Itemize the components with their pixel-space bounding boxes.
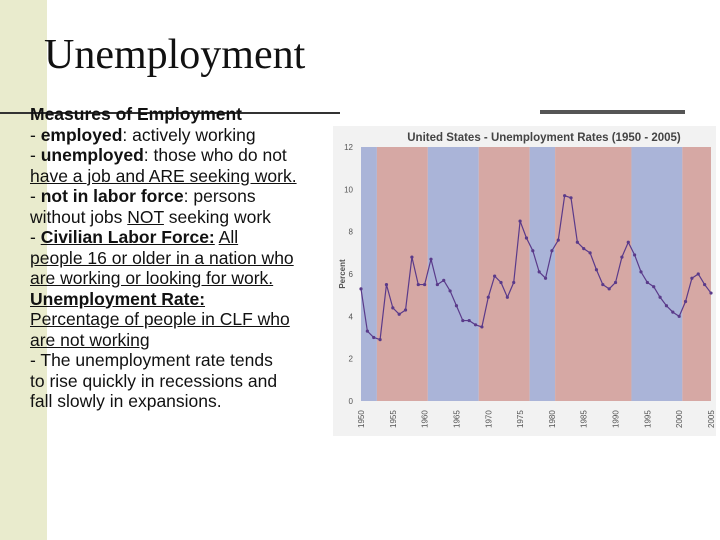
data-point bbox=[563, 194, 566, 197]
data-point bbox=[608, 287, 611, 290]
data-point bbox=[595, 268, 598, 271]
data-point bbox=[544, 277, 547, 280]
y-axis-label: Percent bbox=[338, 259, 347, 289]
data-point bbox=[410, 255, 413, 258]
data-point bbox=[658, 296, 661, 299]
data-point bbox=[620, 255, 623, 258]
data-point bbox=[639, 270, 642, 273]
x-tick-label: 1990 bbox=[611, 410, 621, 428]
data-point bbox=[404, 308, 407, 311]
def-clf-1: - Civilian Labor Force: All bbox=[30, 227, 239, 247]
x-tick-label: 1965 bbox=[452, 410, 462, 428]
y-tick-label: 12 bbox=[344, 143, 353, 152]
data-point bbox=[493, 275, 496, 278]
data-point bbox=[557, 239, 560, 242]
data-point bbox=[582, 247, 585, 250]
x-tick-label: 1975 bbox=[516, 410, 526, 428]
x-tick-label: 1985 bbox=[579, 410, 589, 428]
rate-def-2: are not working bbox=[30, 329, 150, 350]
data-point bbox=[518, 219, 521, 222]
rate-note-3: fall slowly in expansions. bbox=[30, 391, 222, 411]
data-point bbox=[601, 283, 604, 286]
party-band-democratic bbox=[530, 147, 555, 401]
def-clf-2: people 16 or older in a nation who bbox=[30, 247, 294, 268]
data-point bbox=[391, 306, 394, 309]
data-point bbox=[652, 285, 655, 288]
def-nilf-1: - not in labor force: persons bbox=[30, 186, 256, 206]
data-point bbox=[378, 338, 381, 341]
data-point bbox=[709, 291, 712, 294]
data-point bbox=[665, 304, 668, 307]
chart-svg bbox=[333, 126, 716, 436]
data-point bbox=[525, 236, 528, 239]
party-band-republican bbox=[479, 147, 530, 401]
x-tick-label: 2005 bbox=[707, 410, 716, 428]
data-point bbox=[417, 283, 420, 286]
data-point bbox=[474, 323, 477, 326]
data-point bbox=[576, 241, 579, 244]
chart-title: United States - Unemployment Rates (1950 - 2005) bbox=[407, 132, 681, 144]
data-point bbox=[398, 313, 401, 316]
bullet-heading: Unemployment Rate: bbox=[30, 288, 206, 309]
data-point bbox=[506, 296, 509, 299]
data-point bbox=[531, 249, 534, 252]
data-point bbox=[697, 272, 700, 275]
y-tick-label: 0 bbox=[348, 397, 353, 406]
data-point bbox=[678, 315, 681, 318]
party-band-democratic bbox=[631, 147, 682, 401]
def-unemployed-2: have a job and ARE seeking work. bbox=[30, 165, 297, 186]
data-point bbox=[423, 283, 426, 286]
data-point bbox=[684, 300, 687, 303]
data-point bbox=[569, 196, 572, 199]
data-point bbox=[436, 283, 439, 286]
data-point bbox=[588, 251, 591, 254]
slide-body bbox=[10, 104, 340, 412]
data-point bbox=[703, 283, 706, 286]
party-band-republican bbox=[555, 147, 631, 401]
data-point bbox=[690, 277, 693, 280]
y-tick-label: 6 bbox=[348, 270, 353, 279]
rate-note-1: - The unemployment rate tends bbox=[30, 350, 273, 370]
x-tick-label: 1950 bbox=[357, 410, 366, 428]
party-band-democratic bbox=[361, 147, 377, 401]
data-point bbox=[538, 270, 541, 273]
bullet-rate bbox=[10, 289, 340, 310]
party-band-republican bbox=[377, 147, 428, 401]
bullet-measures bbox=[10, 104, 340, 125]
x-tick-label: 1970 bbox=[484, 410, 494, 428]
def-employed: - employed: actively working bbox=[30, 124, 256, 145]
data-point bbox=[480, 325, 483, 328]
y-tick-label: 10 bbox=[344, 185, 353, 195]
rate-note-2: to rise quickly in recessions and bbox=[30, 370, 278, 391]
data-point bbox=[385, 283, 388, 286]
x-tick-label: 1995 bbox=[643, 410, 653, 428]
data-point bbox=[468, 319, 471, 322]
data-point bbox=[499, 281, 502, 284]
rate-def-1: Percentage of people in CLF who bbox=[30, 309, 290, 329]
party-band-democratic bbox=[428, 147, 479, 401]
data-point bbox=[429, 258, 432, 261]
data-point bbox=[461, 319, 464, 322]
def-nilf-2: without jobs NOT seeking work bbox=[30, 206, 271, 227]
y-tick-label: 8 bbox=[348, 227, 353, 237]
title-accent-bar bbox=[540, 110, 685, 114]
x-tick-label: 1955 bbox=[388, 410, 398, 428]
x-tick-label: 1980 bbox=[547, 410, 557, 428]
data-point bbox=[487, 296, 490, 299]
data-point bbox=[448, 289, 451, 292]
data-point bbox=[372, 336, 375, 339]
x-tick-label: 1960 bbox=[420, 410, 430, 428]
def-clf-3: are working or looking for work. bbox=[30, 268, 274, 288]
slide-title: Unemployment bbox=[44, 32, 306, 78]
data-point bbox=[442, 279, 445, 282]
unemployment-chart bbox=[333, 126, 716, 436]
data-point bbox=[627, 241, 630, 244]
data-point bbox=[633, 253, 636, 256]
x-tick-label: 2000 bbox=[675, 410, 685, 428]
data-point bbox=[671, 311, 674, 314]
data-point bbox=[455, 304, 458, 307]
data-point bbox=[646, 281, 649, 284]
y-tick-label: 2 bbox=[348, 354, 353, 364]
bullet-heading: Measures of Employment bbox=[30, 104, 242, 124]
y-tick-label: 4 bbox=[348, 312, 353, 322]
data-point bbox=[614, 281, 617, 284]
data-point bbox=[366, 330, 369, 333]
data-point bbox=[512, 281, 515, 284]
data-point bbox=[550, 249, 553, 252]
data-point bbox=[359, 287, 362, 290]
def-unemployed-1: - unemployed: those who do not bbox=[30, 145, 287, 165]
